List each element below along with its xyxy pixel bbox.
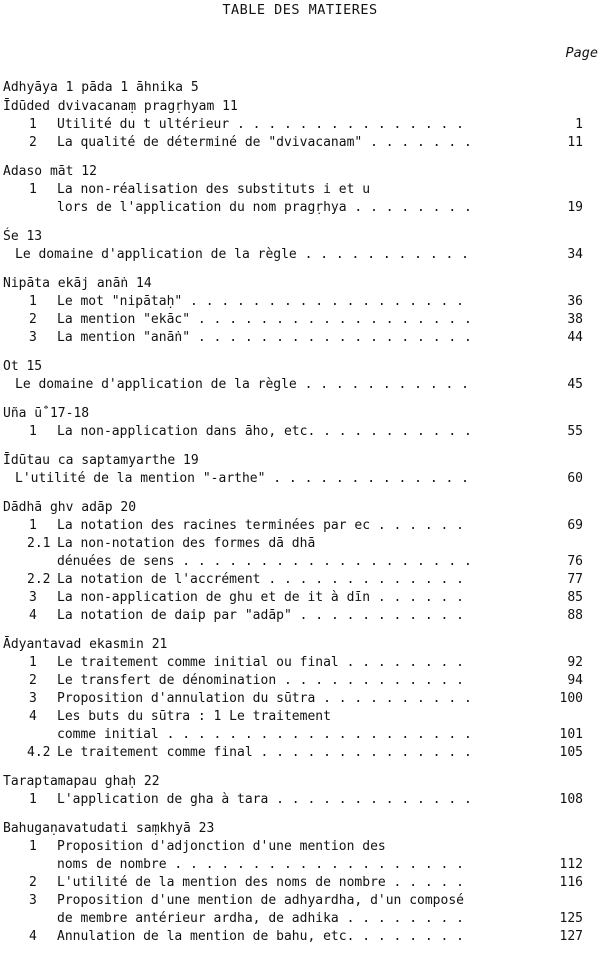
toc-section — [3, 498, 597, 625]
toc-entry — [3, 517, 597, 535]
toc-entry — [3, 246, 597, 264]
toc-entry — [3, 535, 597, 571]
page-number: 88 — [567, 608, 583, 623]
section-title: Bahugaṇavatudati saṃkhyā 23 — [3, 821, 215, 836]
entry-text: Le traitement comme final . . . — [57, 744, 473, 762]
page-number: 60 — [567, 471, 583, 486]
entry-text: Proposition d'adjonction d'une mention des — [57, 839, 386, 854]
entry-number: 1 — [29, 839, 37, 854]
entry-text: Le domaine d'application de la règle . . . — [15, 246, 473, 264]
entry-text: Utilité du t ultérieur . . . — [57, 116, 473, 134]
page-number: 77 — [567, 572, 583, 587]
entry-text: La non-réalisation des substituts i et u — [57, 182, 371, 197]
toc-section — [3, 357, 597, 394]
entry-number: 1 — [29, 182, 37, 197]
entry-text: La notation de l'accrément . . . — [57, 571, 473, 589]
entry-text: Proposition d'une mention de adhyardha, d'un composé — [57, 893, 464, 908]
toc-entry — [3, 181, 597, 217]
toc-entry — [3, 744, 597, 762]
section-title: Nipāta ekāj anāṅ 14 — [3, 276, 152, 291]
page-number: 100 — [559, 691, 583, 706]
entry-number: 2.2 — [27, 572, 51, 587]
entry-number: 1 — [29, 655, 37, 670]
toc-entry — [3, 589, 597, 607]
entry-number: 1 — [29, 424, 37, 439]
section-title: Dādhā ghv adāp 20 — [3, 500, 137, 515]
entry-text: de membre antérieur ardha, de adhika . . . — [57, 910, 473, 928]
toc-section — [3, 404, 597, 441]
entry-number: 3 — [29, 691, 37, 706]
page-number: 11 — [567, 135, 583, 150]
page-number: 55 — [567, 424, 583, 439]
entry-text: Le traitement comme initial ou final . . . — [57, 654, 473, 672]
table-of-contents — [3, 78, 597, 956]
toc-entry — [3, 311, 597, 329]
entry-text: La non-application dans āho, etc. . . . — [57, 423, 473, 441]
page-number: 94 — [567, 673, 583, 688]
entry-text: noms de nombre . . . — [57, 856, 473, 874]
section-title: Adaso māt 12 — [3, 164, 97, 179]
toc-entry — [3, 571, 597, 589]
page-number: 125 — [559, 911, 583, 926]
section-title: Īdūtau ca saptamyarthe 19 — [3, 453, 199, 468]
page-column-label: Page — [565, 45, 598, 61]
entry-text: La non-notation des formes dā dhā — [57, 536, 316, 551]
entry-number: 1 — [29, 518, 37, 533]
section-title: Adhyāya 1 pāda 1 āhnika 5 — [3, 80, 199, 95]
page-number: 108 — [559, 792, 583, 807]
page-title: TABLE DES MATIERES — [222, 2, 378, 18]
toc-section — [3, 97, 597, 152]
entry-number: 4 — [29, 929, 37, 944]
page-number: 76 — [567, 554, 583, 569]
toc-section — [3, 635, 597, 762]
entry-text: La notation des racines terminées par ec . . . — [57, 517, 473, 535]
entry-number: 3 — [29, 590, 37, 605]
toc-section — [3, 451, 597, 488]
toc-entry — [3, 874, 597, 892]
toc-section — [3, 772, 597, 809]
entry-text: La mention "anāṅ" . . . — [57, 329, 473, 347]
entry-number: 4.2 — [27, 745, 51, 760]
page-number: 85 — [567, 590, 583, 605]
toc-entry — [3, 470, 597, 488]
toc-section — [3, 819, 597, 946]
page-number: 101 — [559, 727, 583, 742]
entry-number: 4 — [29, 608, 37, 623]
page-number: 69 — [567, 518, 583, 533]
toc-entry — [3, 892, 597, 928]
entry-text: comme initial . . . — [57, 726, 473, 744]
entry-number: 2 — [29, 875, 37, 890]
toc-section — [3, 162, 597, 217]
toc-entry — [3, 423, 597, 441]
entry-number: 1 — [29, 294, 37, 309]
page-number: 127 — [559, 929, 583, 944]
toc-entry — [3, 329, 597, 347]
page-number: 44 — [567, 330, 583, 345]
entry-text: La mention "ekāc" . . . — [57, 311, 473, 329]
entry-text: La qualité de déterminé de "dvivacanam" . . . — [57, 134, 473, 152]
entry-text: L'utilité de la mention "-arthe" . . . — [15, 470, 473, 488]
page-number: 112 — [559, 857, 583, 872]
toc-entry — [3, 134, 597, 152]
entry-text: L'application de gha à tara . . . — [57, 791, 473, 809]
page-number: 19 — [567, 200, 583, 215]
toc-entry — [3, 672, 597, 690]
entry-number: 3 — [29, 893, 37, 908]
entry-number: 1 — [29, 792, 37, 807]
entry-text: dénuées de sens . . . — [57, 553, 473, 571]
page-number: 38 — [567, 312, 583, 327]
section-title: Ot 15 — [3, 359, 43, 374]
page-number: 92 — [567, 655, 583, 670]
toc-section — [3, 78, 597, 97]
page-number: 45 — [567, 377, 583, 392]
entry-number: 2 — [29, 312, 37, 327]
entry-text: L'utilité de la mention des noms de nombre . . . — [57, 874, 473, 892]
toc-entry — [3, 376, 597, 394]
section-title: Taraptamapau ghaḥ 22 — [3, 774, 160, 789]
entry-number: 2 — [29, 673, 37, 688]
page-number: 116 — [559, 875, 583, 890]
page-number: 36 — [567, 294, 583, 309]
toc-entry — [3, 607, 597, 625]
entry-number: 4 — [29, 709, 37, 724]
toc-entry — [3, 116, 597, 134]
section-title: Ādyantavad ekasmin 21 — [3, 637, 168, 652]
entry-text: Le mot "nipātaḥ" . . . — [57, 293, 473, 311]
toc-entry — [3, 708, 597, 744]
toc-entry — [3, 928, 597, 946]
entry-number: 1 — [29, 117, 37, 132]
entry-text: Le transfert de dénomination . . . — [57, 672, 473, 690]
toc-entry — [3, 838, 597, 874]
entry-text: Annulation de la mention de bahu, etc. . . . — [57, 928, 473, 946]
entry-text: Les buts du sūtra : 1 Le traitement — [57, 709, 331, 724]
page-number: 34 — [567, 247, 583, 262]
entry-text: La non-application de ghu et de it à dīn . . . — [57, 589, 473, 607]
page-number: 1 — [575, 117, 583, 132]
page-number: 105 — [559, 745, 583, 760]
toc-entry — [3, 791, 597, 809]
toc-entry — [3, 654, 597, 672]
toc-section — [3, 274, 597, 347]
entry-number: 2 — [29, 135, 37, 150]
section-title: Uña ū̐ 17-18 — [3, 406, 90, 421]
toc-entry — [3, 690, 597, 708]
toc-entry — [3, 293, 597, 311]
entry-number: 2.1 — [27, 536, 51, 551]
entry-text: lors de l'application du nom pragṛhya . . . — [57, 199, 473, 217]
toc-section — [3, 227, 597, 264]
entry-number: 3 — [29, 330, 37, 345]
section-title: Īdūded dvivacanaṃ pragṛhyam 11 — [3, 99, 238, 114]
entry-text: Le domaine d'application de la règle . . . — [15, 376, 473, 394]
section-title: Śe 13 — [3, 229, 43, 244]
entry-text: Proposition d'annulation du sūtra . . . — [57, 690, 473, 708]
entry-text: La notation de daip par "adāp" . . . — [57, 607, 473, 625]
